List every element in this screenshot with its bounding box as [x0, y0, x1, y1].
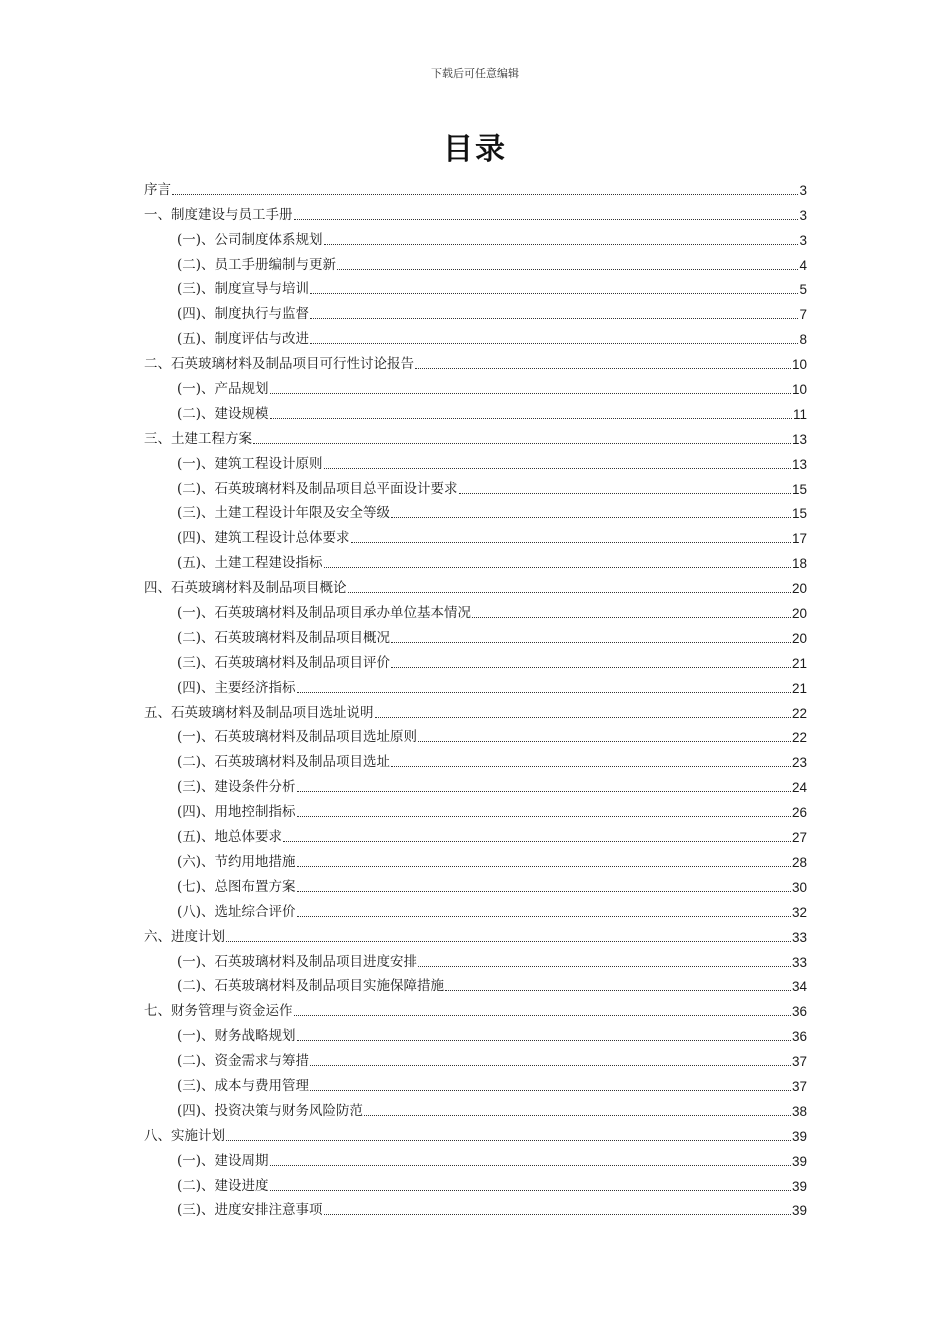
toc-entry-title: (一)、建设周期 [177, 1152, 269, 1169]
toc-entry[interactable] [144, 523, 807, 548]
toc-entry-title: 序言 [144, 181, 171, 198]
toc-entry-title: (三)、制度宣导与培训 [177, 281, 310, 298]
toc-entry[interactable] [144, 1121, 807, 1146]
toc-entry-page-number: 26 [791, 805, 807, 821]
toc-entry-page-number: 39 [791, 1178, 807, 1194]
toc-entry[interactable] [144, 424, 807, 449]
toc-entry-title: (五)、制度评估与改进 [177, 331, 310, 348]
toc-entry-title: (一)、石英玻璃材料及制品项目进度安排 [177, 953, 418, 970]
dot-leader [310, 343, 798, 344]
toc-entry[interactable] [144, 374, 807, 399]
toc-entry[interactable] [144, 723, 807, 748]
toc-entry-page-number: 20 [791, 606, 807, 622]
toc-entry[interactable] [144, 499, 807, 524]
toc-entry-title: 七、财务管理与资金运作 [144, 1003, 293, 1020]
toc-entry-page-number: 4 [799, 257, 807, 273]
dot-leader [297, 816, 791, 817]
toc-entry-page-number: 3 [799, 207, 807, 223]
toc-entry-page-number: 7 [799, 307, 807, 323]
dot-leader [418, 741, 791, 742]
dot-leader [297, 866, 791, 867]
dot-leader [294, 219, 799, 220]
toc-entry-title: 八、实施计划 [144, 1127, 225, 1144]
toc-entry-page-number: 8 [799, 332, 807, 348]
toc-entry[interactable] [144, 598, 807, 623]
dot-leader [270, 418, 792, 419]
toc-entry[interactable] [144, 324, 807, 349]
toc-entry[interactable] [144, 349, 807, 374]
dot-leader [351, 542, 791, 543]
toc-entry[interactable] [144, 225, 807, 250]
toc-entry-page-number: 15 [791, 481, 807, 497]
toc-entry[interactable] [144, 623, 807, 648]
dot-leader [270, 1190, 791, 1191]
toc-entry-page-number: 39 [791, 1203, 807, 1219]
page-header: 下载后可任意编辑 [431, 67, 519, 80]
toc-entry-title: 五、石英玻璃材料及制品项目选址说明 [144, 704, 374, 721]
dot-leader [270, 1165, 791, 1166]
toc-entry-title: (四)、主要经济指标 [177, 679, 296, 696]
toc-entry-page-number: 24 [791, 780, 807, 796]
dot-leader [459, 493, 791, 494]
toc-entry-title: (四)、用地控制指标 [177, 804, 296, 821]
toc-entry[interactable] [144, 996, 807, 1021]
toc-entry[interactable] [144, 449, 807, 474]
toc-entry[interactable] [144, 972, 807, 997]
toc-entry[interactable] [144, 1146, 807, 1171]
toc-entry-page-number: 21 [791, 655, 807, 671]
toc-entry-page-number: 20 [791, 581, 807, 597]
toc-entry-page-number: 23 [791, 755, 807, 771]
toc-entry[interactable] [144, 573, 807, 598]
dot-leader [337, 269, 798, 270]
toc-entry-page-number: 3 [799, 232, 807, 248]
dot-leader [418, 966, 791, 967]
toc-entry-title: (四)、建筑工程设计总体要求 [177, 530, 350, 547]
toc-entry-title: 一、制度建设与员工手册 [144, 206, 293, 223]
toc-entry-title: (八)、选址综合评价 [177, 903, 296, 920]
toc-entry-title: 六、进度计划 [144, 928, 225, 945]
dot-leader [297, 916, 791, 917]
toc-entry-title: (一)、石英玻璃材料及制品项目选址原则 [177, 729, 418, 746]
toc-entry-page-number: 5 [799, 282, 807, 298]
dot-leader [324, 468, 791, 469]
toc-entry-title: (三)、石英玻璃材料及制品项目评价 [177, 654, 391, 671]
toc-entry[interactable] [144, 797, 807, 822]
toc-entry-page-number: 38 [791, 1103, 807, 1119]
toc-entry-title: 三、土建工程方案 [144, 430, 252, 447]
toc-entry-title: (四)、制度执行与监督 [177, 306, 310, 323]
toc-entry-page-number: 22 [791, 730, 807, 746]
toc-entry[interactable] [144, 1021, 807, 1046]
dot-leader [348, 592, 791, 593]
toc-entry[interactable] [144, 698, 807, 723]
toc-entry-title: (一)、产品规划 [177, 381, 269, 398]
dot-leader [415, 368, 791, 369]
toc-entry[interactable] [144, 275, 807, 300]
toc-entry[interactable] [144, 872, 807, 897]
dot-leader [391, 667, 791, 668]
dot-leader [391, 642, 791, 643]
toc-entry-page-number: 27 [791, 830, 807, 846]
toc-entry-title: (三)、土建工程设计年限及安全等级 [177, 505, 391, 522]
toc-entry-title: (三)、成本与费用管理 [177, 1077, 310, 1094]
toc-entry-page-number: 20 [791, 630, 807, 646]
page-title: 目录 [443, 132, 507, 167]
toc-entry-page-number: 36 [791, 1004, 807, 1020]
toc-entry-page-number: 21 [791, 680, 807, 696]
toc-entry-page-number: 37 [791, 1078, 807, 1094]
dot-leader [391, 517, 791, 518]
dot-leader [297, 891, 791, 892]
toc-entry[interactable] [144, 922, 807, 947]
toc-entry-page-number: 18 [791, 556, 807, 572]
toc-entry-title: (五)、土建工程建设指标 [177, 555, 323, 572]
toc-entry[interactable] [144, 747, 807, 772]
toc-entry-title: (二)、石英玻璃材料及制品项目总平面设计要求 [177, 480, 458, 497]
dot-leader [364, 1115, 791, 1116]
toc-entry-page-number: 39 [791, 1128, 807, 1144]
toc-entry-page-number: 36 [791, 1029, 807, 1045]
dot-leader [172, 194, 798, 195]
toc-entry-page-number: 32 [791, 904, 807, 920]
dot-leader [324, 567, 791, 568]
toc-entry-title: (二)、石英玻璃材料及制品项目实施保障措施 [177, 978, 445, 995]
toc-entry-title: (二)、建设规模 [177, 405, 269, 422]
toc-entry-page-number: 34 [791, 979, 807, 995]
toc-entry-page-number: 15 [791, 506, 807, 522]
toc-entry-title: (三)、建设条件分析 [177, 779, 296, 796]
toc-entry-title: (四)、投资决策与财务风险防范 [177, 1102, 364, 1119]
toc-entry-title: (二)、员工手册编制与更新 [177, 256, 337, 273]
toc-entry[interactable] [144, 1196, 807, 1221]
dot-leader [297, 692, 791, 693]
toc-entry[interactable] [144, 648, 807, 673]
dot-leader [270, 393, 791, 394]
toc-entry-page-number: 11 [792, 406, 807, 422]
toc-entry[interactable] [144, 1046, 807, 1071]
dot-leader [294, 1015, 791, 1016]
toc-entry-title: (一)、公司制度体系规划 [177, 231, 323, 248]
toc-entry-title: 四、石英玻璃材料及制品项目概论 [144, 580, 347, 597]
toc-entry[interactable] [144, 250, 807, 275]
dot-leader [310, 1065, 791, 1066]
toc-entry[interactable] [144, 299, 807, 324]
toc-entry-title: (一)、财务战略规划 [177, 1028, 296, 1045]
dot-leader [310, 318, 798, 319]
toc-entry[interactable] [144, 822, 807, 847]
toc-entry-title: (六)、节约用地措施 [177, 853, 296, 870]
toc-entry[interactable] [144, 548, 807, 573]
dot-leader [472, 617, 791, 618]
dot-leader [445, 990, 791, 991]
toc-entry[interactable] [144, 947, 807, 972]
dot-leader [253, 443, 791, 444]
toc-entry[interactable] [144, 1171, 807, 1196]
dot-leader [297, 1040, 791, 1041]
toc-entry-page-number: 13 [791, 456, 807, 472]
toc-entry[interactable] [144, 1096, 807, 1121]
toc-entry-title: (五)、地总体要求 [177, 829, 283, 846]
toc-entry-page-number: 33 [791, 954, 807, 970]
toc-entry-page-number: 3 [799, 182, 807, 198]
toc-entry-title: (七)、总图布置方案 [177, 878, 296, 895]
toc-entry-page-number: 17 [791, 531, 807, 547]
toc-entry[interactable] [144, 175, 807, 200]
toc-entry[interactable] [144, 200, 807, 225]
dot-leader [226, 941, 791, 942]
table-of-contents [144, 175, 807, 1220]
dot-leader [310, 293, 798, 294]
dot-leader [283, 841, 791, 842]
toc-entry-page-number: 13 [791, 431, 807, 447]
toc-entry-page-number: 37 [791, 1054, 807, 1070]
toc-entry[interactable] [144, 897, 807, 922]
toc-entry-page-number: 30 [791, 879, 807, 895]
toc-entry-title: (一)、建筑工程设计原则 [177, 455, 323, 472]
toc-entry-page-number: 10 [791, 357, 807, 373]
toc-entry-page-number: 33 [791, 929, 807, 945]
toc-entry-title: (二)、石英玻璃材料及制品项目概况 [177, 629, 391, 646]
toc-entry-page-number: 28 [791, 854, 807, 870]
toc-entry-page-number: 10 [791, 382, 807, 398]
dot-leader [324, 244, 799, 245]
dot-leader [375, 717, 791, 718]
dot-leader [324, 1214, 791, 1215]
toc-entry[interactable] [144, 772, 807, 797]
dot-leader [310, 1090, 791, 1091]
toc-entry-page-number: 39 [791, 1153, 807, 1169]
toc-entry-title: (二)、石英玻璃材料及制品项目选址 [177, 754, 391, 771]
toc-entry[interactable] [144, 1071, 807, 1096]
toc-entry-title: (一)、石英玻璃材料及制品项目承办单位基本情况 [177, 605, 472, 622]
toc-entry-page-number: 22 [791, 705, 807, 721]
dot-leader [391, 766, 791, 767]
toc-entry-title: (三)、进度安排注意事项 [177, 1202, 323, 1219]
toc-entry[interactable] [144, 673, 807, 698]
toc-entry[interactable] [144, 847, 807, 872]
toc-entry[interactable] [144, 474, 807, 499]
toc-entry-title: 二、石英玻璃材料及制品项目可行性讨论报告 [144, 356, 414, 373]
toc-entry-title: (二)、资金需求与筹措 [177, 1053, 310, 1070]
dot-leader [297, 791, 791, 792]
toc-entry[interactable] [144, 399, 807, 424]
toc-entry-title: (二)、建设进度 [177, 1177, 269, 1194]
dot-leader [226, 1140, 791, 1141]
